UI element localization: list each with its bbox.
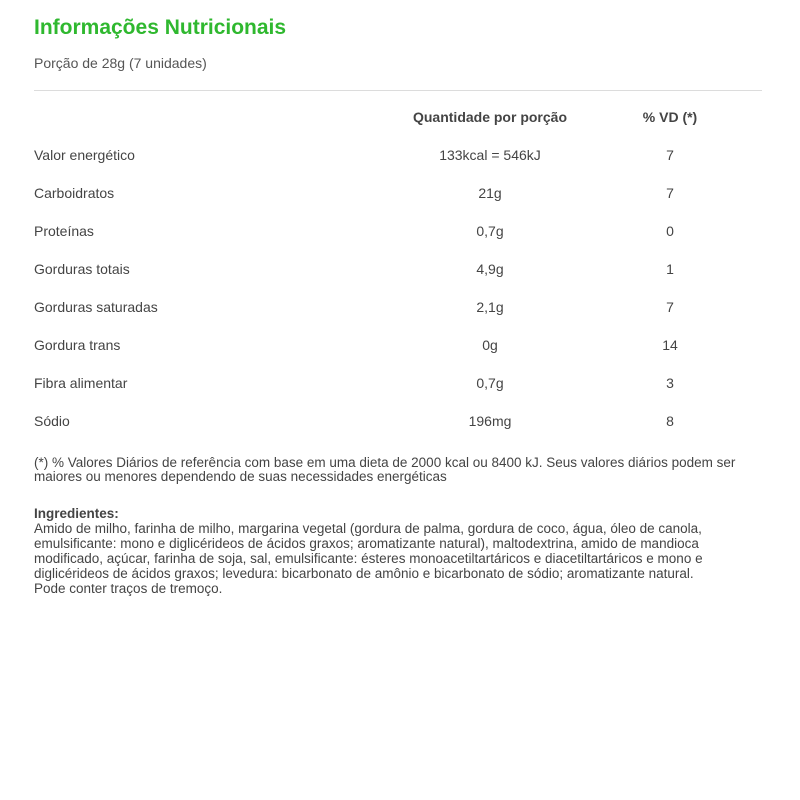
nutrient-name: Sódio: [34, 413, 70, 429]
nutrient-name: Carboidratos: [34, 185, 115, 201]
nutrient-name: Valor energético: [34, 147, 135, 163]
nutrient-name: Gordura trans: [34, 337, 121, 353]
table-row: [34, 328, 762, 366]
table-row: [34, 404, 762, 442]
table-header-row: [34, 100, 762, 138]
divider: [34, 90, 762, 91]
nutrient-quantity: 4,9g: [476, 261, 504, 277]
nutrient-name: Gorduras saturadas: [34, 299, 158, 315]
allergen-note: Pode conter traços de tremoço.: [34, 581, 223, 596]
nutrition-table: [34, 100, 762, 442]
ingredients-section: [34, 506, 769, 596]
portion-size: Porção de 28g (7 unidades): [34, 55, 207, 71]
nutrient-dv: 3: [666, 375, 674, 391]
nutrient-dv: 14: [662, 337, 678, 353]
nutrient-name: Proteínas: [34, 223, 94, 239]
table-row: [34, 138, 762, 176]
nutrient-quantity: 196mg: [468, 413, 512, 429]
table-row: [34, 366, 762, 404]
table-row: [34, 252, 762, 290]
nutrient-quantity: 21g: [478, 185, 502, 201]
nutrient-quantity: 0g: [482, 337, 498, 353]
header-dv: % VD (*): [642, 109, 698, 125]
ingredients-label: Ingredientes:: [34, 506, 119, 521]
nutrient-quantity: 133kcal = 546kJ: [439, 147, 541, 163]
nutrient-quantity: 0,7g: [476, 375, 504, 391]
daily-value-footnote: (*) % Valores Diários de referência com base em uma dieta de 2000 kcal ou 8400 kJ. Seus valores diários podem ser maiores ou menores dependendo de suas necessidades energéticas: [34, 455, 736, 484]
nutrient-dv: 7: [666, 299, 674, 315]
table-row: [34, 214, 762, 252]
header-quantity: Quantidade por porção: [412, 109, 567, 125]
nutrient-dv: 0: [666, 223, 674, 239]
ingredients-text: Amido de milho, farinha de milho, margarina vegetal (gordura de palma, gordura de coco, água, óleo de canola, emulsificante: mono e diglicérideos de ácidos graxos; aromatizante natural), maltodextrina, amido de mandioca modificado, açúcar, farinha de soja, sal, emulsificante: ésteres monoacetiltartáricos e diacetiltartáricos e mono e diglicérideos de ácidos graxos; levedura: bicarbonato de amônio e bicarbonato de sódio; aromatizante natural.: [34, 521, 703, 581]
table-row: [34, 290, 762, 328]
nutrient-dv: 7: [666, 185, 674, 201]
nutrient-quantity: 0,7g: [476, 223, 504, 239]
table-row: [34, 176, 762, 214]
nutrient-dv: 1: [666, 261, 674, 277]
nutrient-dv: 8: [666, 413, 674, 429]
nutrient-name: Fibra alimentar: [34, 375, 128, 391]
nutrient-dv: 7: [666, 147, 674, 163]
page-title: Informações Nutricionais: [34, 16, 287, 39]
nutrient-quantity: 2,1g: [476, 299, 504, 315]
nutrient-name: Gorduras totais: [34, 261, 130, 277]
